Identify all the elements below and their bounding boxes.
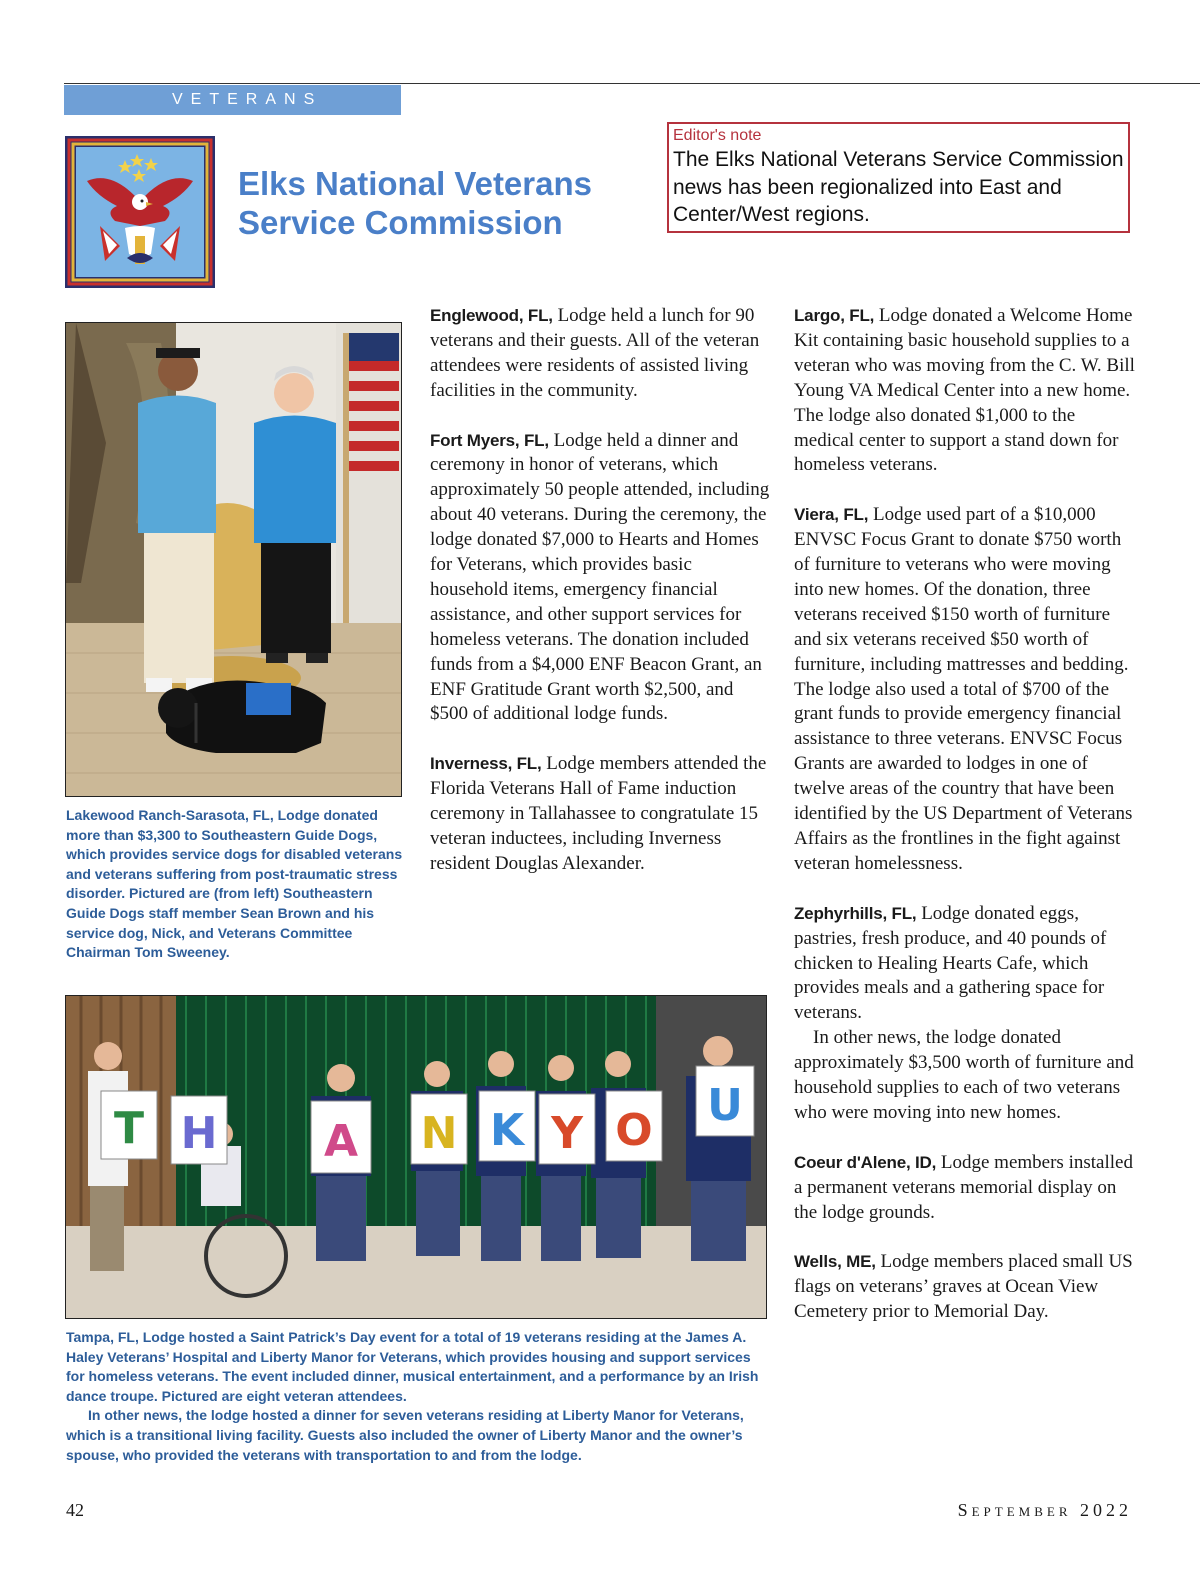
article-englewood <box>430 304 770 404</box>
article-location: Coeur d'Alene, ID, <box>794 1152 937 1172</box>
photo-thank-you-illustration <box>66 996 767 1319</box>
article-location: Zephyrhills, FL, <box>794 903 917 923</box>
article-largo <box>794 304 1140 478</box>
sign-letter: H <box>180 1108 218 1159</box>
article-location: Fort Myers, FL, <box>430 430 549 450</box>
caption-tampa <box>66 1328 771 1465</box>
article-inverness <box>430 752 770 877</box>
sign-letter: N <box>420 1108 458 1159</box>
editor-note-text: The Elks National Veterans Service Commission news has been regionalized into East and Center/West regions. <box>673 148 1124 226</box>
caption-guide-dog-lead: Lakewood Ranch-Sarasota, FL, <box>66 807 274 823</box>
photo-thank-you-veterans <box>65 995 767 1319</box>
article-zephyrhills-continuation: In other news, the lodge donated approximately $3,500 worth of furniture and household supplies to each of two veterans who were moving into new homes. <box>794 1027 1134 1123</box>
sign-letter: K <box>489 1105 525 1156</box>
article-viera <box>794 503 1140 877</box>
section-tab: VETERANS <box>64 85 401 115</box>
sign-letter: A <box>323 1116 359 1167</box>
page-number: 42 <box>66 1500 84 1520</box>
article-text: Lodge donated eggs, pastries, fresh produce, and 40 pounds of chicken to Healing Hearts Cafe, which provides meals and a gathering space for veterans. <box>794 902 1107 1024</box>
column-right <box>794 304 1140 1350</box>
top-rule <box>64 83 1200 84</box>
caption-tampa-text-2: In other news, the lodge hosted a dinner for seven veterans residing at Liberty Manor for Veterans, which is a transitional living facility. Guests also included the owner of Liberty Manor and the owner’s spouse, who provided the veterans with transportation to and from the lodge. <box>66 1407 744 1463</box>
caption-guide-dog-text: Lodge donated more than $3,300 to Southeastern Guide Dogs, which provides service dogs for disabled veterans and veterans suffering from post-traumatic stress disorder. Pictured are (from left) Southeastern Guide Dogs staff member Sean Brown and his service dog, Nick, and Veterans Committee Chairman Tom Sweeney. <box>66 807 403 961</box>
article-zephyrhills <box>794 902 1140 1027</box>
issue-date: September 2022 <box>957 1500 1132 1520</box>
article-location: Englewood, FL, <box>430 306 553 325</box>
article-location: Wells, ME, <box>794 1252 876 1272</box>
title-line-2: Service Commission <box>238 204 563 241</box>
sign-letter: U <box>707 1080 743 1131</box>
caption-guide-dog <box>66 806 406 963</box>
sign-letter: O <box>615 1105 653 1156</box>
caption-tampa-text: Lodge hosted a Saint Patrick’s Day event for a total of 19 veterans residing at the James A. Haley Veterans’ Hospital and Liberty Manor for Veterans, which provides housing and support services for homeless veterans. The event included dinner, musical entertainment, and a performance by an Irish dance troupe. Pictured are eight veteran attendees. <box>66 1329 759 1404</box>
article-location: Inverness, FL, <box>430 754 542 774</box>
article-text: Lodge donated a Welcome Home Kit containing basic household supplies to a veteran who was moving from the C. W. Bill Young VA Medical Center into a new home. The lodge also donated $1,000 to the medical center to support a stand down for homeless veterans. <box>794 305 1135 476</box>
sign-letter: Y <box>551 1108 583 1159</box>
article-location: Viera, FL, <box>794 505 869 525</box>
article-location: Largo, FL, <box>794 306 875 325</box>
article-text: Lodge members placed small US flags on veterans’ graves at Ocean View Cemetery prior to Memorial Day. <box>794 1251 1133 1323</box>
page-title <box>238 164 658 242</box>
article-text: Lodge members attended the Florida Veterans Hall of Fame induction ceremony in Tallahassee to congratulate 15 veteran inductees, including Inverness resident Douglas Alexander. <box>430 753 767 874</box>
column-middle <box>430 304 770 902</box>
article-text: Lodge members installed a permanent veterans memorial display on the lodge grounds. <box>794 1151 1133 1223</box>
caption-tampa-lead: Tampa, FL, <box>66 1329 139 1345</box>
article-text: Lodge held a lunch for 90 veterans and their guests. All of the veteran attendees were residents of assisted living facilities in the community. <box>430 305 760 401</box>
envsc-emblem-logo <box>65 136 215 288</box>
article-text: Lodge used part of a $10,000 ENVSC Focus Grant to donate $750 worth of furniture to veterans who were moving into new homes. Of the donation, three veterans received $150 worth of furniture and six veterans received $50 worth of furniture, including mattresses and bedding. The lodge also used a total of $700 of the grant funds to provide emergency financial assistance to three veterans. ENVSC Focus Grants are awarded to lodges in one of twelve areas of the country that have been identified by the US Department of Veterans Affairs as the frontlines in the fight against veteran homelessness. <box>794 504 1133 874</box>
photo-guide-dog <box>65 322 402 797</box>
article-text: Lodge held a dinner and ceremony in honor of veterans, which approximately 50 people attended, including about 40 veterans. During the ceremony, the lodge donated $7,000 to Hearts and Homes for Veterans, which provides basic household items, emergency financial assistance, and other support services for homeless veterans. The donation included funds from a $4,000 ENF Beacon Grant, an ENF Gratitude Grant worth $2,500, and $500 of additional lodge funds. <box>430 429 770 725</box>
title-line-1: Elks National Veterans <box>238 165 592 202</box>
editor-note-label: Editor's note <box>673 127 762 144</box>
sign-letter: T <box>113 1103 145 1154</box>
article-wells <box>794 1250 1140 1325</box>
editor-note-box <box>667 122 1130 233</box>
article-coeur-dalene <box>794 1151 1140 1226</box>
photo-guide-dog-illustration <box>66 323 402 797</box>
article-fort-myers <box>430 429 770 728</box>
